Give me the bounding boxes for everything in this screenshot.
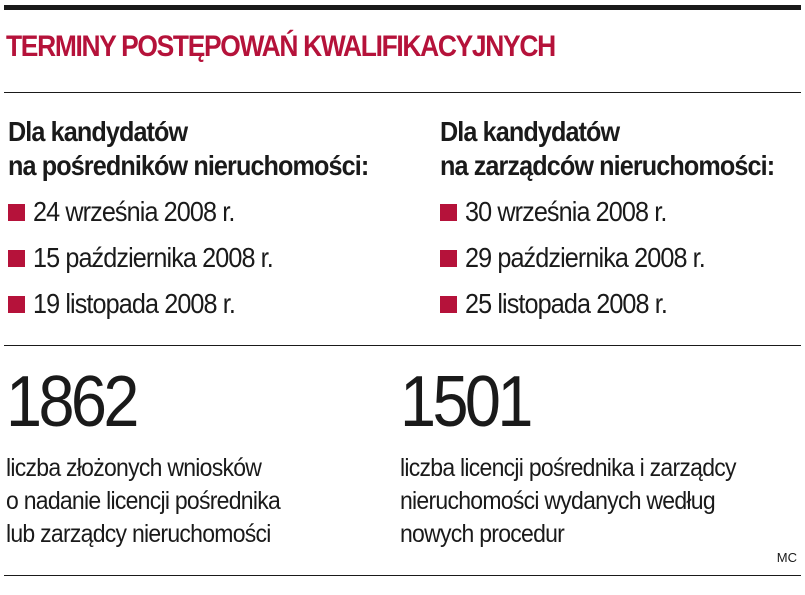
left-column-heading bbox=[8, 115, 368, 183]
left-heading-line-2: na pośredników nieruchomości: bbox=[8, 150, 369, 181]
stat-description-line: nowych procedur bbox=[400, 520, 565, 548]
date-text: 24 września 2008 r. bbox=[33, 196, 235, 227]
stat-number: 1862 bbox=[6, 362, 136, 442]
square-bullet-icon bbox=[8, 250, 25, 267]
stat-description-line: o nadanie licencji pośrednika bbox=[6, 487, 281, 515]
date-text: 25 listopada 2008 r. bbox=[465, 288, 667, 319]
title-divider bbox=[4, 92, 801, 93]
left-heading-line-1: Dla kandydatów bbox=[8, 116, 188, 147]
stat-description-line: lub zarządcy nieruchomości bbox=[6, 520, 271, 548]
right-column bbox=[440, 115, 805, 327]
stat-description-line: liczba licencji pośrednika i zarządcy bbox=[400, 454, 736, 482]
square-bullet-icon bbox=[440, 296, 457, 313]
stat-block-licenses bbox=[400, 362, 765, 551]
right-date-list bbox=[440, 189, 805, 327]
date-text: 30 września 2008 r. bbox=[465, 196, 667, 227]
list-item bbox=[440, 281, 805, 327]
square-bullet-icon bbox=[8, 204, 25, 221]
right-heading-line-2: na zarządców nieruchomości: bbox=[440, 150, 775, 181]
square-bullet-icon bbox=[8, 296, 25, 313]
bottom-rule bbox=[4, 575, 801, 576]
right-heading-line-1: Dla kandydatów bbox=[440, 116, 620, 147]
stat-description-line: nieruchomości wydanych według bbox=[400, 487, 715, 515]
stat-number: 1501 bbox=[400, 362, 530, 442]
top-rule bbox=[4, 5, 801, 10]
stat-description-line: liczba złożonych wniosków bbox=[6, 454, 262, 482]
date-text: 15 października 2008 r. bbox=[33, 242, 273, 273]
list-item bbox=[8, 189, 408, 235]
section-divider bbox=[4, 345, 801, 346]
list-item bbox=[440, 189, 805, 235]
date-text: 29 października 2008 r. bbox=[465, 242, 705, 273]
left-date-list bbox=[8, 189, 408, 327]
list-item bbox=[8, 281, 408, 327]
square-bullet-icon bbox=[440, 250, 457, 267]
author-credit: MC bbox=[776, 550, 797, 565]
page-title: TERMINY POSTĘPOWAŃ KWALIFIKACYJNYCH bbox=[6, 30, 555, 63]
stat-description bbox=[400, 452, 736, 551]
left-column bbox=[8, 115, 408, 327]
square-bullet-icon bbox=[440, 204, 457, 221]
list-item bbox=[440, 235, 805, 281]
right-column-heading bbox=[440, 115, 774, 183]
stat-block-applications bbox=[6, 362, 304, 551]
list-item bbox=[8, 235, 408, 281]
stat-description bbox=[6, 452, 280, 551]
date-text: 19 listopada 2008 r. bbox=[33, 288, 235, 319]
